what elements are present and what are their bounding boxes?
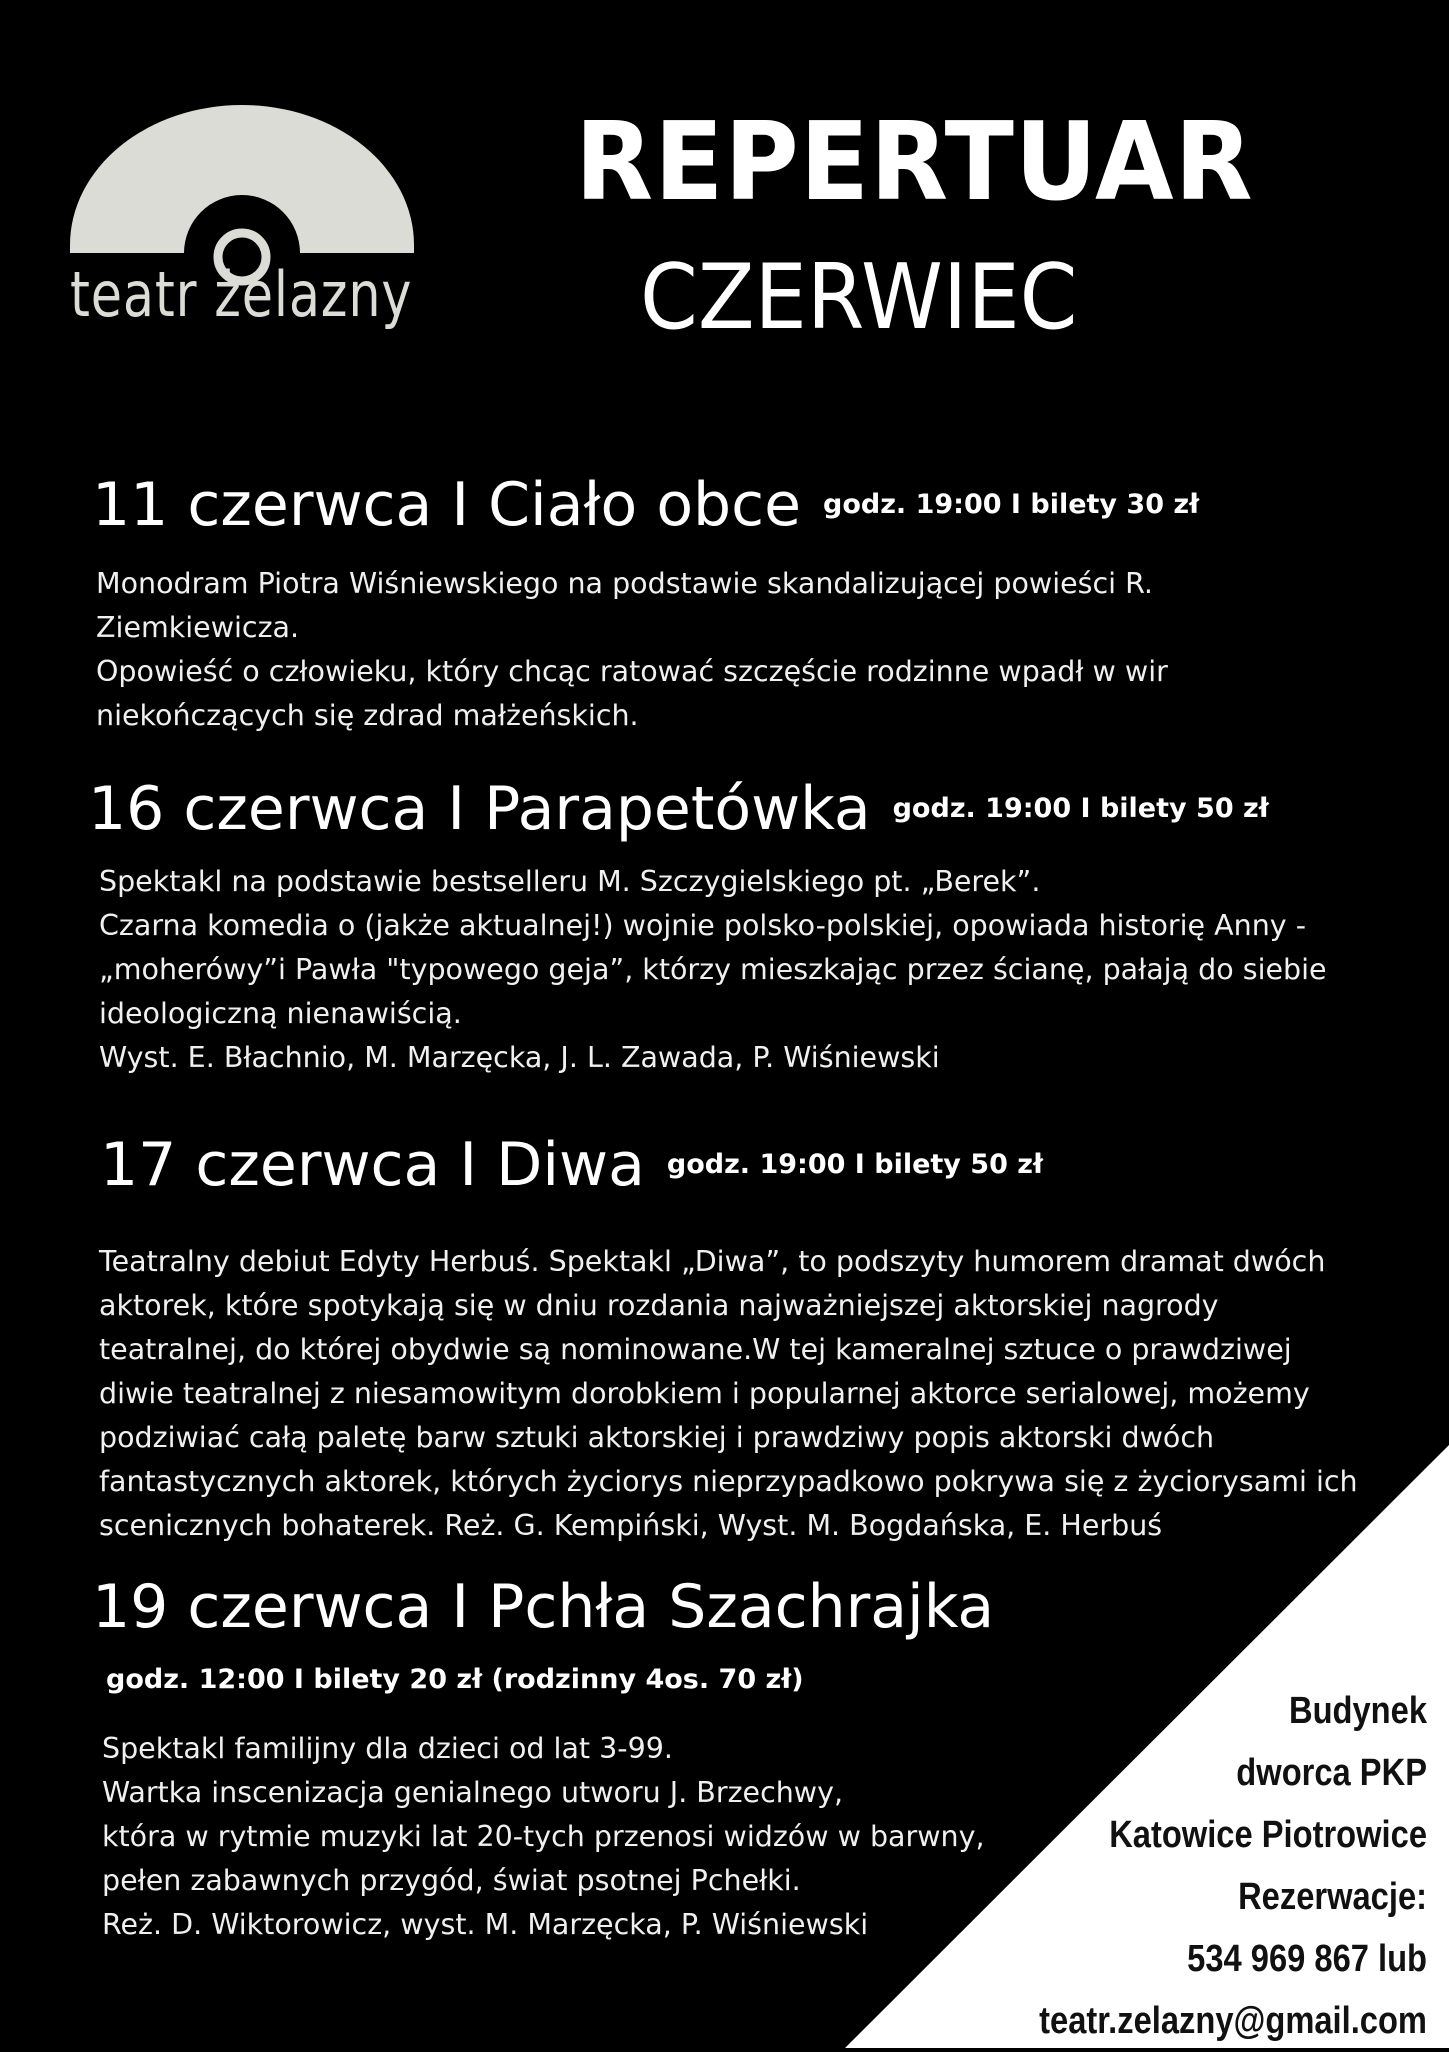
- event-description: [99, 860, 1327, 1080]
- event-heading: [88, 774, 1269, 844]
- event-title: 11 czerwca I Ciało obce: [92, 470, 802, 540]
- description-line: scenicznych bohaterek. Reż. G. Kempiński, Wyst. M. Bogdańska, E. Herbuś: [99, 1509, 1163, 1542]
- description-line: Spektakl na podstawie bestselleru M. Szczygielskiego pt. „Berek”.: [99, 865, 1041, 898]
- event-description: [102, 1727, 985, 1947]
- event-heading: [92, 470, 1199, 540]
- reservation-label: Rezerwacje:: [1238, 1876, 1427, 1918]
- description-line: Wartka inscenizacja genialnego utworu J. Brzechwy,: [102, 1776, 844, 1809]
- description-line: diwie teatralnej z niesamowitym dorobkiem i popularnej aktorce serialowej, możemy: [99, 1377, 1310, 1410]
- event-meta: godz. 12:00 I bilety 20 zł (rodzinny 4os. 70 zł): [106, 1664, 804, 1695]
- description-line: teatralnej, do której obydwie są nominowane.W tej kameralnej sztuce o prawdziwej: [99, 1333, 1292, 1366]
- month-title: CZERWIEC: [640, 245, 1078, 350]
- venue-info: [1039, 1680, 1427, 2052]
- event-meta: godz. 19:00 I bilety 50 zł: [666, 1148, 1044, 1180]
- description-line: Opowieść o człowieku, który chcąc ratować szczęście rodzinne wpadł w wir: [96, 655, 1168, 688]
- event-description: [99, 1240, 1358, 1548]
- description-line: niekończących się zdrad małżeńskich.: [96, 699, 639, 732]
- description-line: Spektakl familijny dla dzieci od lat 3-99.: [102, 1732, 673, 1765]
- event-meta: godz. 19:00 I bilety 50 zł: [892, 792, 1269, 824]
- email-address: teatr.zelazny@gmail.com: [1039, 2000, 1427, 2042]
- event-title: 19 czerwca I Pchła Szachrajka: [92, 1572, 995, 1642]
- description-line: która w rytmie muzyki lat 20-tych przenosi widzów w barwny,: [102, 1820, 985, 1853]
- description-line: Teatralny debiut Edyty Herbuś. Spektakl „Diwa”, to podszyty humorem dramat dwóch: [99, 1245, 1326, 1278]
- venue-line: dworca PKP: [1236, 1752, 1427, 1794]
- venue-line: Budynek: [1288, 1690, 1427, 1732]
- phone-number: 534 969 867 lub: [1187, 1938, 1427, 1980]
- description-line: podziwiać całą paletę barw sztuki aktorskiej i prawdziwy popis aktorski dwóch: [99, 1421, 1215, 1454]
- page-title: REPERTUAR: [575, 100, 1254, 225]
- event-title: 16 czerwca I Parapetówka: [88, 774, 871, 844]
- description-line: Reż. D. Wiktorowicz, wyst. M. Marzęcka, P. Wiśniewski: [102, 1908, 869, 1941]
- description-line: ideologiczną nienawiścią.: [99, 997, 462, 1030]
- event-title: 17 czerwca I Diwa: [100, 1130, 645, 1200]
- description-line: pełen zabawnych przygód, świat psotnej Pchełki.: [102, 1864, 801, 1897]
- logo-wordmark: teatr żelazny: [70, 258, 413, 331]
- event-meta: godz. 19:00 I bilety 30 zł: [823, 488, 1200, 520]
- description-line: „moherówy”i Pawła "typowego geja”, którzy mieszkając przez ścianę, pałają do siebie: [99, 953, 1327, 986]
- event-heading: [92, 1572, 994, 1642]
- description-line: aktorek, które spotykają się w dniu rozdania najważniejszej aktorskiej nagrody: [99, 1289, 1219, 1322]
- description-line: Monodram Piotra Wiśniewskiego na podstawie skandalizującej powieści R.: [96, 567, 1153, 600]
- event-heading: [100, 1130, 1043, 1200]
- description-line: Ziemkiewicza.: [96, 611, 300, 644]
- description-line: fantastycznych aktorek, których życiorys nieprzypadkowo pokrywa się z życiorysami ich: [99, 1465, 1358, 1498]
- description-line: Wyst. E. Błachnio, M. Marzęcka, J. L. Zawada, P. Wiśniewski: [99, 1041, 940, 1074]
- event-description: [96, 562, 1168, 738]
- description-line: Czarna komedia o (jakże aktualnej!) wojnie polsko-polskiej, opowiada historię Anny -: [99, 909, 1306, 942]
- venue-line: Katowice Piotrowice: [1109, 1814, 1427, 1856]
